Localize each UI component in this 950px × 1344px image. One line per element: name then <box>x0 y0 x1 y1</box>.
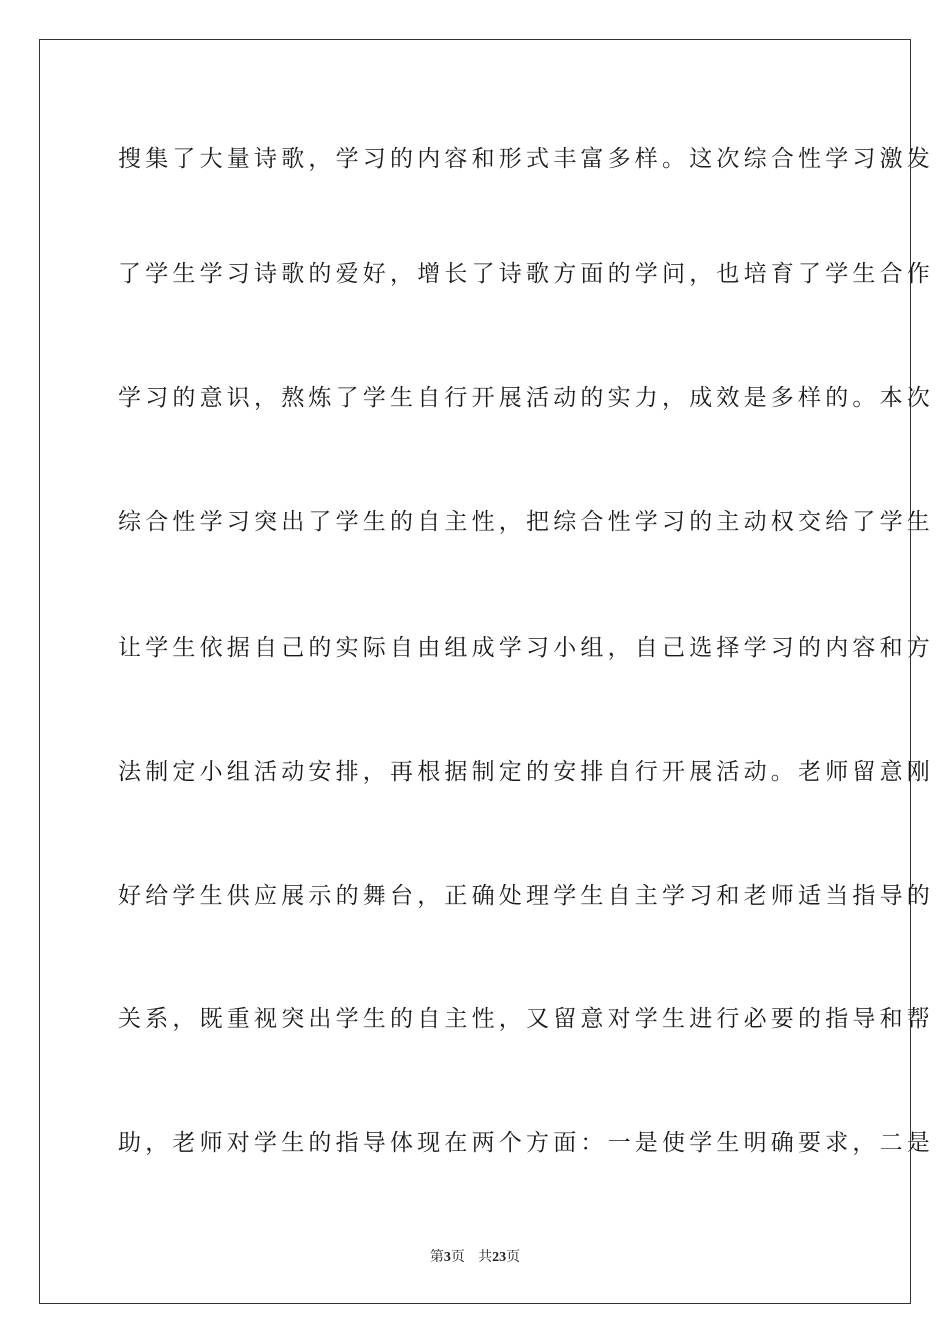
footer-total-pages: 23 <box>492 1250 507 1265</box>
body-line-3: 学习的意识，熬炼了学生自行开展活动的实力，成效是多样的。本次 <box>118 385 934 411</box>
footer-total-suffix: 页 <box>506 1249 521 1265</box>
body-line-9: 助，老师对学生的指导体现在两个方面：一是使学生明确要求，二是 <box>118 1130 934 1156</box>
page-footer <box>0 1249 950 1266</box>
page-frame <box>39 39 934 1304</box>
body-line-6: 法制定小组活动安排，再根据制定的安排自行开展活动。老师留意刚 <box>118 759 934 785</box>
body-line-4: 综合性学习突出了学生的自主性，把综合性学习的主动权交给了学生 <box>118 509 934 535</box>
footer-page-number: 3 <box>443 1250 451 1265</box>
footer-total-prefix: 共 <box>478 1249 493 1265</box>
body-line-7: 好给学生供应展示的舞台，正确处理学生自主学习和老师适当指导的 <box>118 883 934 909</box>
footer-page-suffix: 页 <box>450 1249 465 1265</box>
body-line-5: 让学生依据自己的实际自由组成学习小组，自己选择学习的内容和方 <box>118 635 934 661</box>
body-line-1: 搜集了大量诗歌，学习的内容和形式丰富多样。这次综合性学习激发 <box>118 146 934 172</box>
body-line-8: 关系，既重视突出学生的自主性，又留意对学生进行必要的指导和帮 <box>118 1006 934 1032</box>
footer-prefix: 第 <box>429 1249 444 1265</box>
body-line-2: 了学生学习诗歌的爱好，增长了诗歌方面的学问，也培育了学生合作 <box>118 261 934 287</box>
